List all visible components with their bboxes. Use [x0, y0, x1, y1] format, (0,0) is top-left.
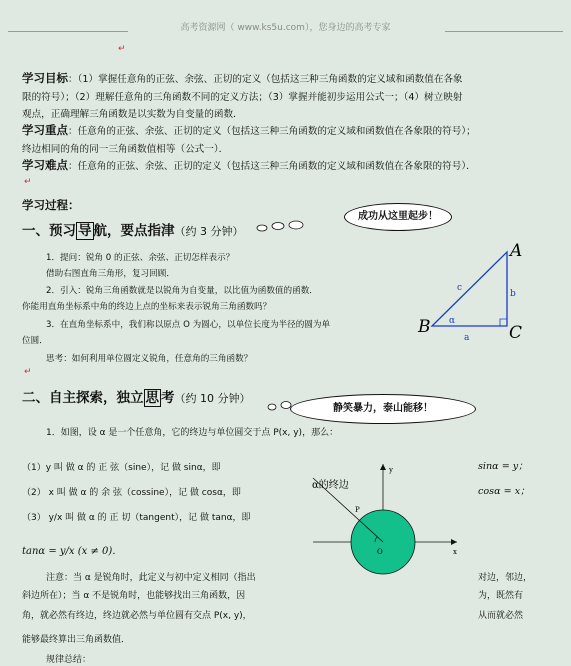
page-header: 高考资源网（ www.ks5u.com），您身边的高考专家	[180, 23, 391, 33]
vertex-B: B	[418, 317, 431, 337]
cosine-formula: cosα = x；	[478, 486, 530, 497]
section2-bubble: 静笑暴力，泰山能移！	[290, 394, 476, 424]
section1-bubble: 成功从这里起步！	[344, 203, 452, 231]
y-axis-arrow	[380, 464, 386, 470]
section2-heading	[22, 386, 251, 406]
circle-intro: 1．如图，设 α 是一个任意角，它的终边与单位圆交于点 P(x, y)，那么：	[46, 428, 339, 438]
question-2b: 你能用直角坐标系中角的终边上点的坐标来表示锐角三角函数吗？	[22, 302, 272, 312]
definition-tangent: （3） y/x 叫 做 α 的 正 切（tangent），记 做 tanα，即	[22, 513, 251, 523]
objectives-label: 学习目标	[22, 71, 68, 85]
triangle-shape	[432, 252, 507, 326]
sine-formula: sinα = y；	[478, 461, 528, 472]
objectives-text-3: 观点，正确理解三角函数是以实数为自变量的函数．	[22, 109, 243, 120]
think-question: 思考：如何利用单位圆定义锐角，任意角的三角函数？	[46, 354, 253, 364]
unit-circle-figure	[305, 458, 465, 576]
terminal-label: α的终边	[312, 480, 349, 491]
keypoints-label: 学习重点	[22, 123, 68, 137]
difficulty-text: ：任意角的正弦、余弦、正切的定义（包括这三种三角函数的定义域和函数值在各象限的符号）．	[68, 161, 476, 172]
process-label: 学习过程：	[22, 198, 80, 212]
question-3: 3．在直角坐标系中，我们称以原点 O 为圆心，以单位长度为半径的圆为单	[46, 320, 331, 330]
header-rule-left	[8, 31, 128, 32]
section1-boxed-char: 导	[78, 223, 92, 239]
x-axis-arrow	[451, 539, 457, 545]
section2-boxed-char: 思	[145, 390, 159, 406]
right-triangle-figure	[412, 236, 532, 346]
header-rule-right	[445, 31, 563, 32]
section2-time: （约 10 分钟）	[174, 392, 251, 405]
note-line-4: 能够最终算出三角函数值．	[22, 635, 131, 645]
section1-heading	[22, 219, 244, 239]
difficulty-paragraph	[22, 157, 552, 176]
summary-label: 规律总结：	[46, 655, 92, 665]
keypoints-text: ：任意角的正弦、余弦、正切的定义（包括这三种三角函数的定义域和函数值在各象限的符号）；	[68, 126, 476, 137]
section2-suffix: 考	[161, 390, 175, 406]
question-1: 1．提问：锐角 0 的正弦、余弦、正切怎样表示？	[46, 253, 235, 263]
question-3b: 位圆．	[22, 336, 48, 346]
section2-prefix: 二、自主探索，独立	[22, 390, 144, 406]
side-a: a	[464, 333, 470, 343]
angle-alpha: α	[449, 316, 456, 326]
definition-cosine: （2） x 叫 做 α 的 余 弦（cossine），记 做 cosα，即	[22, 488, 241, 498]
paragraph-mark: ↵	[24, 177, 32, 187]
keypoints-paragraph	[22, 122, 552, 158]
side-b: b	[510, 289, 516, 299]
note-line-2: 斜边所在）；当 α 不是锐角时，也能够找出三角函数，因	[22, 591, 246, 601]
objectives-text-2: 限的符号）；（2）理解任意角的三角函数不同的定义方法；（3）掌握并能初步运用公式一；（4）树立映射	[22, 91, 463, 103]
note-line-3: 角，就必然有终边，终边就必然与单位圆有交点 P(x, y)，	[22, 611, 252, 621]
cloud-tail	[248, 214, 348, 236]
section1-time: （约 3 分钟）	[174, 225, 244, 238]
side-c: c	[457, 283, 463, 293]
objectives-text: ：（1）掌握任意角的正弦、余弦、正切的定义（包括这三种三角函数的定义域和函数值在各象	[68, 74, 463, 85]
note-line-2-right: 为，既然有	[478, 591, 524, 601]
definition-sine: （1）y 叫 做 α 的 正 弦（sine），记 做 sinα，即	[22, 463, 221, 473]
note-line-1-right: 对边，邻边，	[478, 573, 533, 583]
right-angle-mark	[500, 319, 507, 326]
section1-suffix: 航，要点指津	[93, 223, 175, 239]
keypoints-text-2: 终边相同的角的同一三角函数值相等（公式一）．	[22, 143, 229, 155]
note-line-3-right: 从而就必然	[478, 611, 524, 621]
note-line-1: 注意：当 α 是锐角时，此定义与初中定义相同（指出	[46, 573, 256, 583]
question-1b: 借助右图直角三角形，复习回顾．	[46, 269, 175, 279]
tangent-formula: tanα = y/x (x ≠ 0)．	[22, 546, 123, 557]
question-2: 2．引入：锐角三角函数就是以锐角为自变量，以比值为函数值的函数．	[46, 286, 318, 296]
section1-prefix: 一、预习	[22, 223, 76, 239]
point-P: P	[355, 506, 360, 514]
difficulty-label: 学习难点	[22, 158, 68, 172]
vertex-A: A	[510, 241, 523, 261]
vertex-C: C	[509, 323, 523, 343]
paragraph-mark: ↵	[118, 44, 126, 54]
y-axis-label: y	[389, 466, 393, 474]
paragraph-mark: ↵	[24, 367, 32, 377]
objectives-paragraph	[22, 70, 552, 124]
origin-O: O	[377, 548, 383, 556]
x-axis-label: x	[453, 548, 457, 556]
